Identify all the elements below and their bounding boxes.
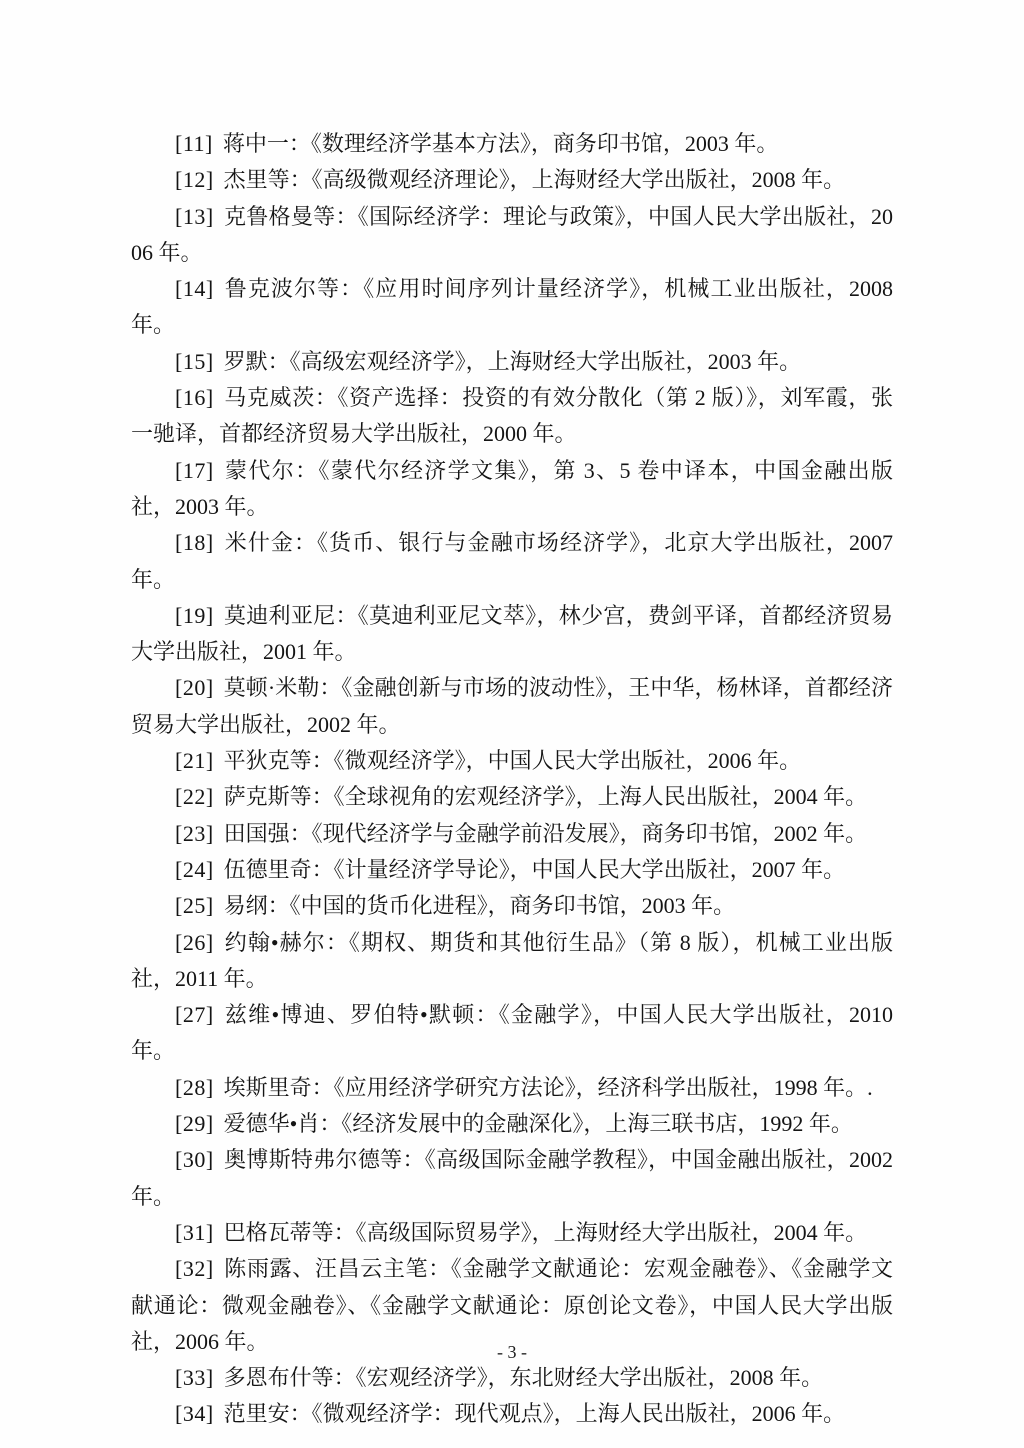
reference-item — [131, 1215, 893, 1251]
reference-number: [29] — [175, 1111, 214, 1137]
reference-item — [131, 525, 893, 598]
reference-item — [131, 670, 893, 743]
reference-item — [131, 453, 893, 526]
reference-number: [12] — [175, 167, 214, 193]
reference-number: [20] — [175, 675, 214, 701]
reference-text: 巴格瓦蒂等：《高级国际贸易学》，上海财经大学出版社，2004 年。 — [223, 1219, 868, 1245]
reference-item — [131, 162, 893, 198]
reference-item — [131, 380, 893, 453]
reference-item — [131, 743, 893, 779]
reference-text: 伍德里奇：《计量经济学导论》，中国人民大学出版社，2007 年。 — [223, 856, 846, 882]
reference-text: 米什金：《货币、银行与金融市场经济学》，北京大学出版社，2007 年。 — [131, 530, 893, 592]
reference-text: 奥博斯特弗尔德等：《高级国际金融学教程》，中国金融出版社，2002 年。 — [131, 1147, 893, 1209]
reference-text: 埃斯里奇：《应用经济学研究方法论》，经济科学出版社，1998 年。. — [223, 1074, 873, 1100]
reference-text: 马克威茨：《资产选择：投资的有效分散化（第 2 版）》，刘军霞，张一驰译，首都经济贸易大学出版社，2000 年。 — [131, 385, 893, 447]
reference-number: [23] — [175, 820, 214, 846]
reference-item — [131, 816, 893, 852]
reference-item — [131, 598, 893, 671]
page-number: - 3 - — [497, 1342, 527, 1362]
reference-text: 莫迪利亚尼：《莫迪利亚尼文萃》，林少宫，费剑平译，首都经济贸易大学出版社，2001 年。 — [131, 602, 893, 665]
reference-number: [34] — [175, 1401, 214, 1427]
reference-number: [31] — [175, 1219, 214, 1245]
reference-text: 陈雨露、汪昌云主笔：《金融学文献通论：宏观金融卷》、《金融学文献通论：微观金融卷》、《金融学文献通论：原创论文卷》，中国人民大学出版社，2006 年。 — [131, 1256, 893, 1354]
reference-text: 杰里等：《高级微观经济理论》，上海财经大学出版社，2008 年。 — [223, 167, 846, 193]
reference-item — [131, 779, 893, 815]
reference-text: 克鲁格曼等：《国际经济学：理论与政策》，中国人民大学出版社，2006 年。 — [131, 203, 893, 265]
reference-number: [15] — [175, 348, 214, 374]
page-footer — [0, 1342, 1024, 1363]
reference-text: 多恩布什等：《宏观经济学》，东北财经大学出版社，2008 年。 — [223, 1365, 824, 1391]
reference-item — [131, 126, 893, 162]
reference-number: [32] — [175, 1256, 214, 1282]
reference-number: [17] — [175, 457, 214, 483]
reference-item — [131, 344, 893, 380]
reference-number: [18] — [175, 530, 214, 556]
reference-item — [131, 271, 893, 344]
reference-item — [131, 1360, 893, 1396]
reference-item — [131, 1396, 893, 1432]
reference-text: 莫顿·米勒：《金融创新与市场的波动性》，王中华，杨林译，首都经济贸易大学出版社，2002 年。 — [131, 675, 893, 737]
reference-text: 爱德华•肖：《经济发展中的金融深化》，上海三联书店，1992 年。 — [223, 1111, 853, 1137]
reference-text: 鲁克波尔等：《应用时间序列计量经济学》，机械工业出版社，2008 年。 — [131, 276, 893, 338]
reference-item — [131, 852, 893, 888]
reference-number: [19] — [175, 602, 214, 628]
reference-item — [131, 888, 893, 924]
reference-text: 平狄克等：《微观经济学》，中国人民大学出版社，2006 年。 — [223, 748, 802, 774]
reference-number: [33] — [175, 1365, 214, 1391]
reference-text: 罗默：《高级宏观经济学》，上海财经大学出版社，2003 年。 — [223, 348, 802, 374]
reference-item — [131, 199, 893, 272]
reference-text: 蒙代尔：《蒙代尔经济学文集》，第 3、5 卷中译本，中国金融出版社，2003 年。 — [131, 457, 893, 519]
reference-number: [25] — [175, 893, 214, 919]
reference-number: [14] — [175, 276, 214, 302]
reference-text: 田国强：《现代经济学与金融学前沿发展》，商务印书馆，2002 年。 — [223, 820, 868, 846]
reference-text: 范里安：《微观经济学：现代观点》，上海人民出版社，2006 年。 — [223, 1401, 846, 1427]
reference-list — [131, 126, 893, 1433]
reference-item — [131, 1142, 893, 1215]
reference-item — [131, 1106, 893, 1142]
reference-number: [21] — [175, 748, 214, 774]
reference-number: [24] — [175, 856, 214, 882]
reference-number: [22] — [175, 784, 214, 810]
reference-text: 萨克斯等：《全球视角的宏观经济学》，上海人民出版社，2004 年。 — [223, 784, 868, 810]
reference-item — [131, 925, 893, 998]
reference-number: [28] — [175, 1074, 214, 1100]
reference-number: [27] — [175, 1002, 214, 1028]
reference-number: [11] — [175, 131, 213, 156]
reference-text: 易纲：《中国的货币化进程》，商务印书馆，2003 年。 — [223, 893, 736, 919]
reference-text: 约翰•赫尔：《期权、期货和其他衍生品》（第 8 版），机械工业出版社，2011 年。 — [131, 929, 893, 991]
reference-item — [131, 997, 893, 1070]
reference-item — [131, 1070, 893, 1106]
reference-number: [13] — [175, 203, 214, 229]
reference-number: [26] — [175, 929, 214, 955]
reference-number: [30] — [175, 1147, 214, 1173]
reference-text: 蒋中一：《数理经济学基本方法》，商务印书馆，2003 年。 — [222, 131, 779, 156]
reference-number: [16] — [175, 385, 214, 411]
reference-text: 兹维•博迪、罗伯特•默顿：《金融学》，中国人民大学出版社，2010 年。 — [131, 1002, 893, 1064]
